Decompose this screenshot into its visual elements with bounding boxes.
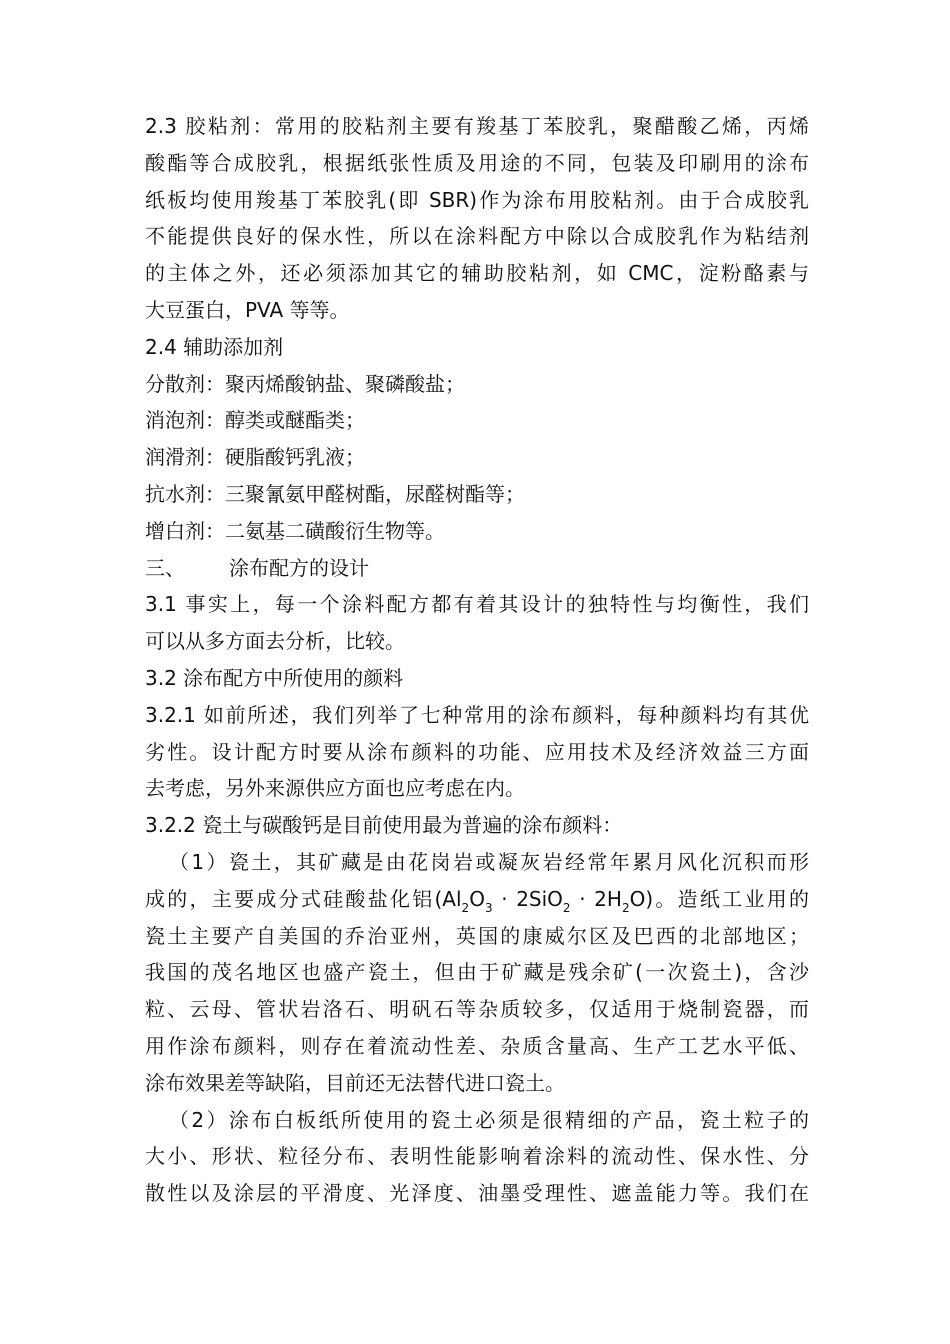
paragraph-2-3-line-1: 2.3 胶粘剂：常用的胶粘剂主要有羧基丁苯胶乳，聚醋酸乙烯，丙烯 [145, 114, 809, 138]
paragraph-3-2-1-line-2: 劣性。设计配方时要从涂布颜料的功能、应用技术及经济效益三方面 [145, 739, 809, 764]
paragraph-2-3-line-5: 的主体之外，还必须添加其它的辅助胶粘剂，如 CMC，淀粉酪素与 [145, 261, 809, 286]
formula-water: · 2H [570, 886, 622, 911]
paragraph-2-3-line-4: 不能提供良好的保水性，所以在涂料配方中除以合成胶乳作为粘结剂 [145, 224, 809, 249]
formula-subscript: 2 [461, 900, 470, 915]
paragraph-kaolin-line-3: 瓷土主要产自美国的乔治亚州，英国的康威尔区及巴西的北部地区； [145, 923, 809, 948]
kaolin-text-after-formula: O)。造纸工业用的 [629, 886, 809, 911]
section-3-number: 三、 [145, 555, 185, 580]
paragraph-3-2-1-line-3: 去考虑，另外来源供应方面也应考虑在内。 [145, 776, 525, 801]
additive-item-water-resistant: 抗水剂：三聚氰氨甲醛树酯，尿醛树酯等； [145, 481, 525, 506]
formula-silica: · 2SiO [492, 886, 563, 911]
paragraph-coating-kaolin-line-3: 散性以及涂层的平滑度、光泽度、油墨受理性、遮盖能力等。我们在 [145, 1181, 809, 1206]
paragraph-kaolin-line-1: （1）瓷土，其矿藏是由花岗岩或凝灰岩经常年累月风化沉积而形 [169, 849, 809, 874]
section-3-2-heading: 3.2 涂布配方中所使用的颜料 [145, 665, 404, 690]
additive-item-defoamer: 消泡剂：醇类或醚酯类； [145, 408, 365, 433]
additive-item-lubricant: 润滑剂：硬脂酸钙乳液； [145, 445, 365, 470]
paragraph-3-1-line-2: 可以从多方面去分析，比较。 [145, 629, 405, 654]
paragraph-kaolin-line-7: 涂布效果差等缺陷，目前还无法替代进口瓷土。 [145, 1070, 565, 1095]
section-3-title: 涂布配方的设计 [229, 555, 369, 580]
paragraph-2-3-line-2: 酸酯等合成胶乳，根据纸张性质及用途的不同，包装及印刷用的涂布 [145, 150, 809, 175]
paragraph-kaolin-line-4: 我国的茂名地区也盛产瓷土，但由于矿藏是残余矿(一次瓷土)，含沙 [145, 960, 809, 985]
formula-subscript: 2 [621, 900, 630, 915]
paragraph-2-3-line-6: 大豆蛋白，PVA 等等。 [145, 297, 350, 322]
additive-item-brightener: 增白剂：二氨基二磺酸衍生物等。 [145, 518, 445, 543]
paragraph-kaolin-line-2 [145, 881, 809, 918]
paragraph-2-3-line-3: 纸板均使用羧基丁苯胶乳(即 SBR)作为涂布用胶粘剂。由于合成胶乳 [145, 187, 809, 212]
kaolin-text-before-formula: 成的，主要成分式硅酸盐化铝(Al [145, 886, 462, 911]
paragraph-3-1-line-1: 3.1 事实上，每一个涂料配方都有着其设计的独特性与均衡性，我们 [145, 592, 809, 617]
section-3-heading [145, 550, 809, 587]
document-page [145, 108, 809, 1212]
paragraph-coating-kaolin-line-1: （2）涂布白板纸所使用的瓷土必须是很精细的产品，瓷土粒子的 [169, 1107, 809, 1132]
formula-subscript: 2 [562, 900, 571, 915]
section-3-2-2-heading: 3.2.2 瓷土与碳酸钙是目前使用最为普遍的涂布颜料： [145, 813, 623, 838]
section-2-4-heading: 2.4 辅助添加剂 [145, 334, 284, 359]
additive-item-dispersant: 分散剂：聚丙烯酸钠盐、聚磷酸盐； [145, 371, 465, 396]
paragraph-3-2-1-line-1: 3.2.1 如前所述，我们列举了七种常用的涂布颜料，每种颜料均有其优 [145, 702, 809, 727]
paragraph-kaolin-line-6: 用作涂布颜料，则存在着流动性差、杂质含量高、生产工艺水平低、 [145, 1033, 809, 1058]
formula-oxygen: O [469, 886, 485, 911]
paragraph-kaolin-line-5: 粒、云母、管状岩洛石、明矾石等杂质较多，仅适用于烧制瓷器，而 [145, 997, 809, 1022]
paragraph-coating-kaolin-line-2: 大小、形状、粒径分布、表明性能影响着涂料的流动性、保水性、分 [145, 1144, 809, 1169]
formula-subscript: 3 [484, 900, 493, 915]
